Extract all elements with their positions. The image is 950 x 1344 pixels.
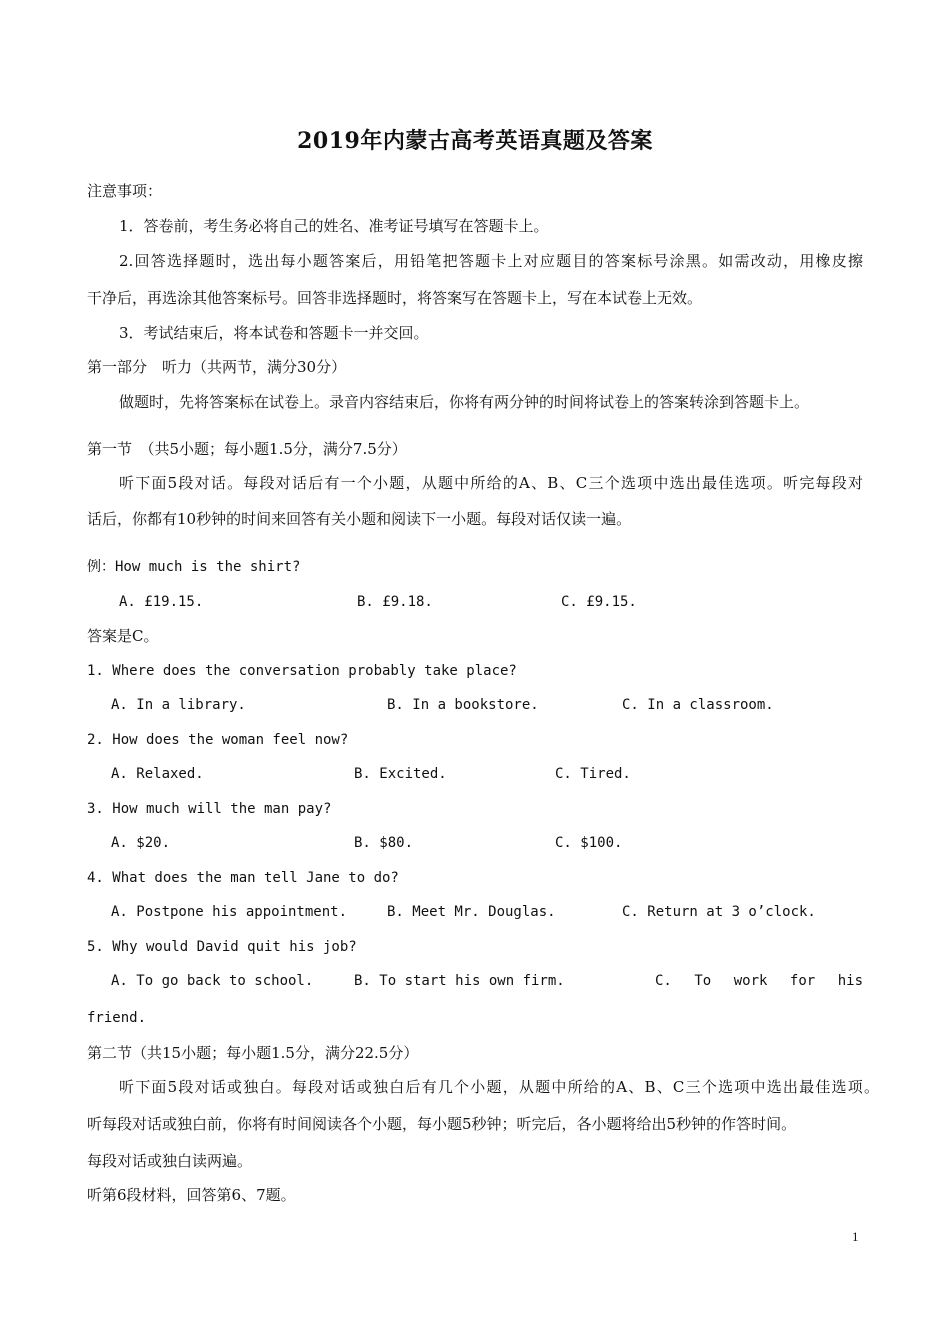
question-1: 1. Where does the conversation probably take place? — [87, 663, 517, 679]
question-4-option-a: A. Postpone his appointment. — [111, 904, 348, 920]
question-3-option-b: B. $80. — [354, 835, 414, 851]
question-5-option-b: B. To start his own firm. — [354, 973, 565, 989]
notice-item-3: 3．考试结束后，将本试卷和答题卡一并交回。 — [119, 324, 429, 342]
question-5-option-c: C. To work for his — [655, 973, 863, 989]
question-2-option-a: A. Relaxed. — [111, 766, 204, 782]
question-5: 5. Why would David quit his job? — [87, 939, 357, 955]
section1-heading: 第一节 （共5小题；每小题1.5分，满分7.5分） — [87, 440, 407, 458]
notice-item-2-line-1: 2.回答选择题时，选出每小题答案后，用铅笔把答题卡上对应题目的答案标号涂黑。如需改动，用橡皮擦 — [119, 252, 863, 270]
section2-instruction-line-3: 每段对话或独白读两遍。 — [87, 1152, 253, 1170]
example-option-b: B. £9.18. — [357, 594, 433, 610]
question-2: 2. How does the woman feel now? — [87, 732, 349, 748]
section2-material: 听第6段材料，回答第6、7题。 — [87, 1186, 296, 1204]
example-option-c: C. £9.15. — [561, 594, 637, 610]
notice-item-2-line-2: 干净后，再选涂其他答案标号。回答非选择题时，将答案写在答题卡上，写在本试卷上无效。 — [87, 289, 703, 307]
section2-heading: 第二节（共15小题；每小题1.5分，满分22.5分） — [87, 1044, 419, 1062]
part1-heading: 第一部分 听力（共两节，满分30分） — [87, 358, 347, 376]
question-3: 3. How much will the man pay? — [87, 801, 332, 817]
question-2-option-c: C. Tired. — [555, 766, 631, 782]
example-answer: 答案是C。 — [87, 627, 159, 645]
question-3-option-c: C. $100. — [555, 835, 623, 851]
section2-instruction-line-2: 听每段对话或独白前，你将有时间阅读各个小题，每小题5秒钟；听完后，各小题将给出5秒钟的作答时间。 — [87, 1115, 797, 1133]
question-2-option-b: B. Excited. — [354, 766, 447, 782]
question-4-option-c: C. Return at 3 o’clock. — [622, 904, 816, 920]
notice-heading: 注意事项： — [87, 182, 163, 200]
section1-instruction-line-1: 听下面5段对话。每段对话后有一个小题，从题中所给的A、B、C三个选项中选出最佳选项。听完每段对 — [119, 474, 863, 492]
question-4: 4. What does the man tell Jane to do? — [87, 870, 399, 886]
notice-item-1: 1．答卷前，考生务必将自己的姓名、准考证号填写在答题卡上。 — [119, 217, 549, 235]
page-title: 2019年内蒙古高考英语真题及答案 — [297, 128, 653, 154]
example-question: 例：How much is the shirt? — [87, 559, 301, 575]
example-option-a: A. £19.15. — [119, 594, 204, 610]
part1-instruction: 做题时，先将答案标在试卷上。录音内容结束后，你将有两分钟的时间将试卷上的答案转涂到答题卡上。 — [119, 393, 810, 411]
question-1-option-b: B. In a bookstore. — [387, 697, 539, 713]
question-5-option-a: A. To go back to school. — [111, 973, 314, 989]
question-5-option-c-continued: friend. — [87, 1010, 147, 1026]
section2-instruction-line-1: 听下面5段对话或独白。每段对话或独白后有几个小题，从题中所给的A、B、C三个选项中选出最佳选项。 — [119, 1078, 879, 1096]
question-1-option-a: A. In a library. — [111, 697, 246, 713]
section1-instruction-line-2: 话后，你都有10秒钟的时间来回答有关小题和阅读下一小题。每段对话仅读一遍。 — [87, 510, 632, 528]
question-3-option-a: A. $20. — [111, 835, 171, 851]
question-1-option-c: C. In a classroom. — [622, 697, 774, 713]
question-4-option-b: B. Meet Mr. Douglas. — [387, 904, 556, 920]
page-number: 1 — [852, 1229, 859, 1244]
